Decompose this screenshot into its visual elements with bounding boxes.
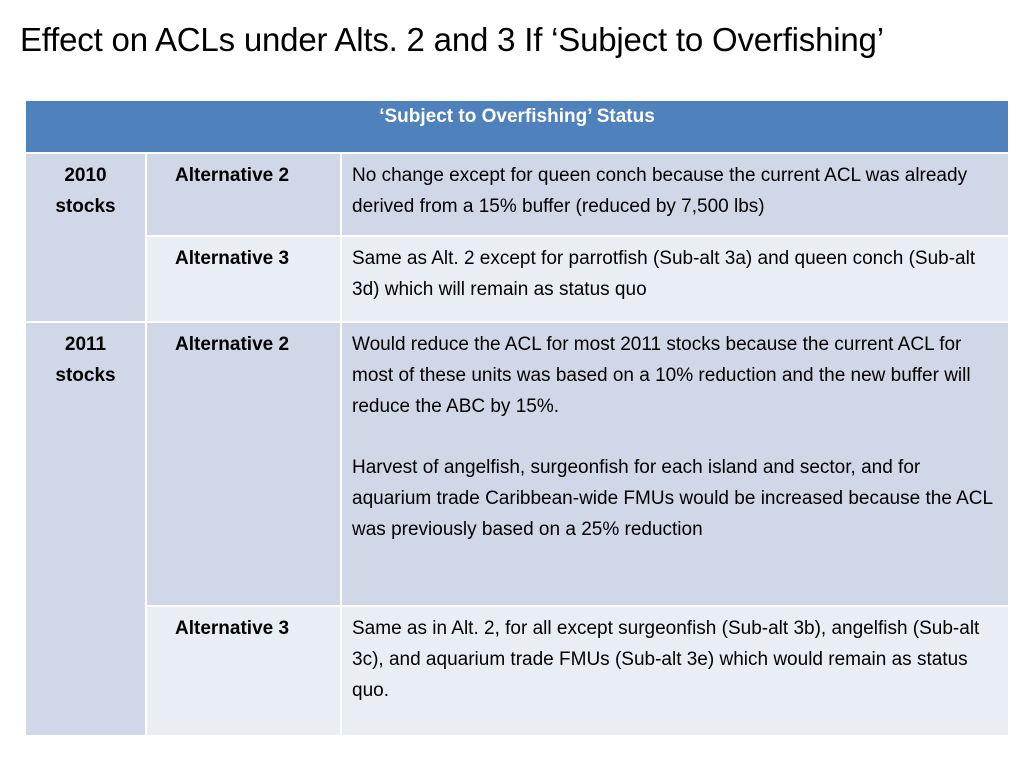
year-sublabel: stocks bbox=[55, 365, 116, 386]
year-cell-2011 bbox=[25, 322, 146, 736]
table-row bbox=[25, 236, 1009, 322]
paragraph-spacer bbox=[352, 422, 998, 452]
description-cell: No change except for queen conch because the current ACL was already derived from a 15% buffer (reduced by 7,500 lbs) bbox=[341, 153, 1009, 236]
alternative-cell: Alternative 2 bbox=[146, 153, 341, 236]
year-cell-2010 bbox=[25, 153, 146, 322]
description-cell: Same as in Alt. 2, for all except surgeonfish (Sub-alt 3b), angelfish (Sub-alt 3c), and aquarium trade FMUs (Sub-alt 3e) which would remain as status quo. bbox=[341, 606, 1009, 736]
alternative-cell: Alternative 3 bbox=[146, 236, 341, 322]
description-cell: Same as Alt. 2 except for parrotfish (Sub-alt 3a) and queen conch (Sub-alt 3d) which will remain as status quo bbox=[341, 236, 1009, 322]
table-header: ‘Subject to Overfishing’ Status bbox=[25, 100, 1009, 153]
table-row bbox=[25, 606, 1009, 736]
description-paragraph: Harvest of angelfish, surgeonfish for each island and sector, and for aquarium trade Caribbean-wide FMUs would be increased because the ACL was previously based on a 25% reduction bbox=[352, 457, 993, 540]
table-row bbox=[25, 153, 1009, 236]
year-label: 2010 bbox=[64, 165, 107, 186]
table-header-row bbox=[25, 100, 1009, 153]
description-paragraph: Would reduce the ACL for most 2011 stocks because the current ACL for most of these units was based on a 10% reduction and the new buffer will reduce the ABC by 15%. bbox=[352, 334, 971, 417]
slide-title: Effect on ACLs under Alts. 2 and 3 If ‘Subject to Overfishing’ bbox=[20, 21, 884, 58]
year-sublabel: stocks bbox=[55, 196, 116, 217]
overfishing-status-table bbox=[24, 99, 1010, 737]
table-row bbox=[25, 322, 1009, 606]
description-cell bbox=[341, 322, 1009, 606]
alternative-cell: Alternative 2 bbox=[146, 322, 341, 606]
alternative-cell: Alternative 3 bbox=[146, 606, 341, 736]
year-label: 2011 bbox=[64, 334, 107, 355]
